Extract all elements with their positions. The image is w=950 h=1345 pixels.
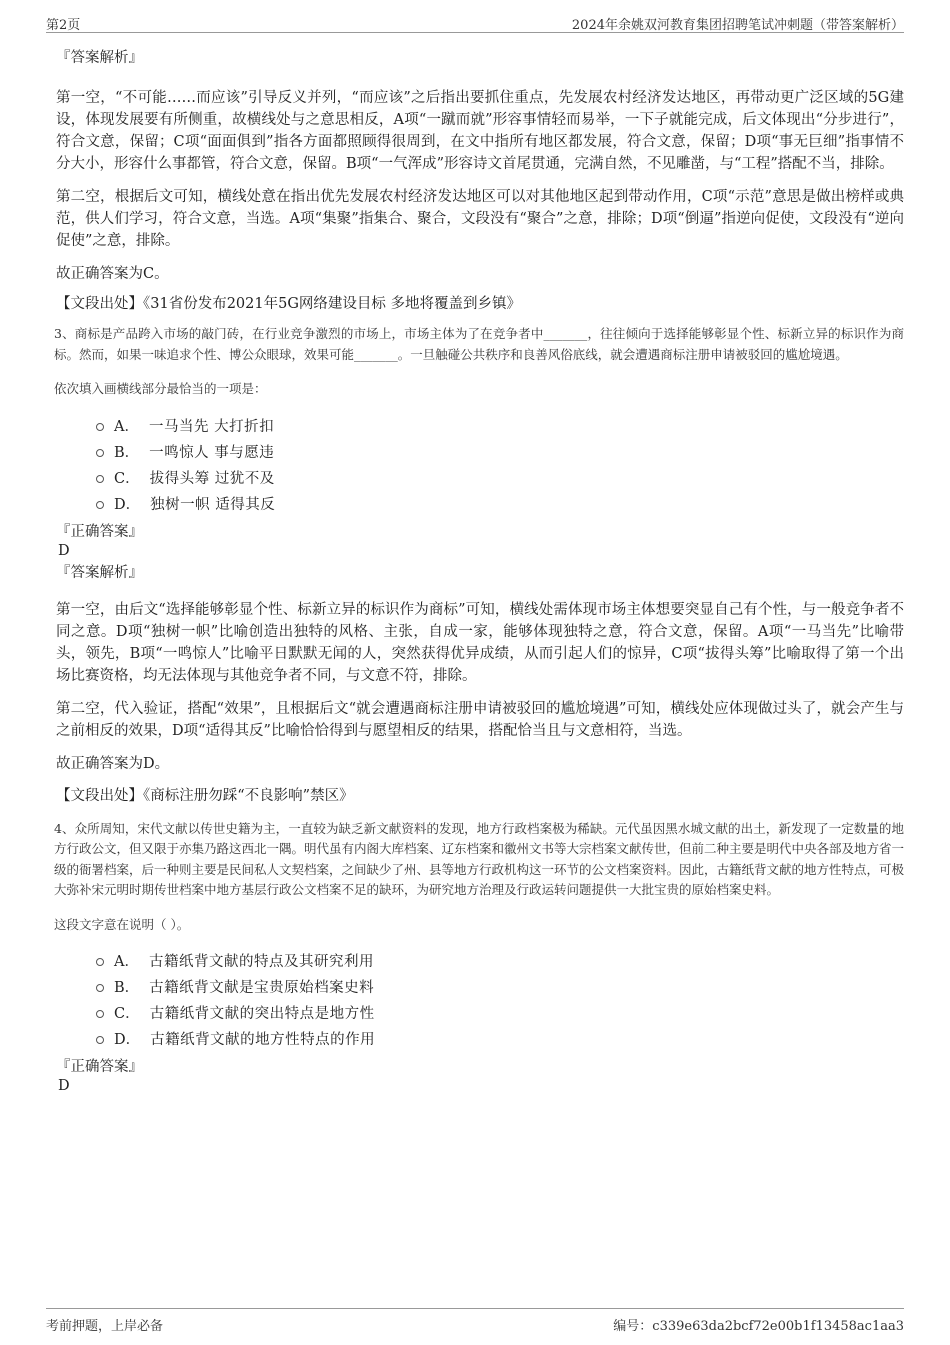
radio-button[interactable]	[96, 501, 104, 509]
passage-source: 【文段出处】《商标注册勿踩“不良影响”禁区》	[56, 787, 354, 804]
option-d[interactable]	[96, 492, 904, 518]
option-letter: A．	[114, 418, 139, 435]
option-b[interactable]	[96, 440, 904, 466]
footer-motto: 考前押题，上岸必备	[46, 1319, 164, 1334]
option-letter: C．	[114, 1006, 140, 1022]
correct-answer: D	[58, 542, 70, 559]
answer-conclusion: 故正确答案为D。	[56, 755, 170, 772]
question-stem: 3、商标是产品跨入市场的敲门砖，在行业竞争激烈的市场上，市场主体为了在竞争者中_______，往往倾向于选择能够彰显个性、标新立异的标识作为商标。然而，如果一味追求个性、博公众眼球，效果可能_______。一旦触碰公共秩序和良善风俗底线，就会遭遇商标注册申请被驳回的尴尬境遇。	[54, 326, 904, 362]
option-letter: B．	[114, 444, 140, 461]
correct-answer: D	[58, 1078, 70, 1094]
option-text: 古籍纸背文献的地方性特点的作用	[150, 1032, 376, 1048]
option-c[interactable]	[96, 466, 904, 492]
option-text: 一鸣惊人 事与愿违	[149, 444, 275, 461]
question-stem: 4、众所周知，宋代文献以传世史籍为主，一直较为缺乏新文献资料的发现，地方行政档案极为稀缺。元代虽因黑水城文献的出土，新发现了一定数量的地方行政公文，但又限于亦集乃路这西北一隅。明代虽有内阁大库档案、辽东档案和徽州文书等大宗档案文献传世，但前二种主要是明代中央各部及地方省一级的衙署档案，后一种则主要是民间私人文契档案，之间缺少了州、县等地方行政机构这一环节的公文档案资料。因此，古籍纸背文献的地方性特点，可极大弥补宋元明时期传世档案中地方基层行政公文档案不足的缺环，为研究地方治理及行政运转问题提供一大批宝贵的原始档案史料。	[54, 820, 905, 897]
correct-answer-label: 『正确答案』	[56, 523, 143, 540]
analysis-paragraph: 第一空，由后文“选择能够彰显个性、标新立异的标识作为商标”可知，横线处需体现市场主体想要突显自己有个性，与一般竞争者不同之意。D项“独树一帜”比喻创造出独特的风格、主张，自成一家，能够体现独特之意，符合文意，保留。A项“一马当先”比喻带头，领先，B项“一鸣惊人”比喻平日默默无闻的人，突然获得优异成绩，从而引起人们的惊异，C项“拔得头筹”比喻取得了第一个出场比赛资格，均无法体现与其他竞争者不同，与文意不符，排除。	[56, 601, 904, 684]
option-c[interactable]	[96, 1001, 904, 1027]
option-letter: D．	[114, 496, 141, 513]
analysis-paragraph: 第二空，代入验证，搭配“效果”，且根据后文“就会遭遇商标注册申请被驳回的尴尬境遇”可知，横线处应体现做过头了，就会产生与之前相反的效果，D项“适得其反”比喻恰恰得到与愿望相反的结果，搭配恰当且与文意相符，当选。	[56, 700, 904, 739]
option-letter: C．	[114, 470, 140, 487]
option-list	[56, 949, 904, 1053]
radio-button[interactable]	[96, 475, 104, 483]
option-text: 古籍纸背文献的突出特点是地方性	[149, 1006, 375, 1022]
analysis-paragraph: 第一空，“不可能……而应该”引导反义并列，“而应该”之后指出要抓住重点，先发展农村经济发达地区，再带动更广泛区域的5G建设，体现发展要有所侧重，故横线处与之意思相反，A项“一蹴而就”形容事情轻而易举，一下子就能完成，后文体现出“分步进行”，符合文意，保留；C项“面面俱到”指各方面都照顾得很周到，在文中指所有地区都发展，符合文意，保留；D项“事无巨细”指事情不分大小，形容什么事都管，符合文意，保留。B项“一气浑成”形容诗文首尾贯通，完满自然，不见雕凿，与“工程”搭配不当，排除。	[56, 90, 904, 172]
analysis-label: 『答案解析』	[56, 50, 143, 66]
radio-button[interactable]	[96, 423, 104, 431]
page-number: 第2页	[46, 18, 81, 33]
radio-button[interactable]	[96, 449, 104, 457]
option-d[interactable]	[96, 1027, 904, 1053]
option-letter: D．	[114, 1032, 141, 1048]
option-list	[56, 414, 904, 518]
correct-answer-label: 『正确答案』	[56, 1059, 143, 1075]
document-serial: 编号：c339e63da2bcf72e00b1f13458ac1aa3	[613, 1319, 904, 1334]
answer-conclusion: 故正确答案为C。	[56, 266, 169, 282]
option-a[interactable]	[96, 949, 904, 975]
option-b[interactable]	[96, 975, 904, 1001]
option-letter: B．	[114, 980, 140, 996]
option-text: 古籍纸背文献是宝贵原始档案史料	[149, 980, 375, 996]
page-content	[56, 40, 904, 1095]
page-footer	[46, 1308, 904, 1339]
passage-source: 【文段出处】《31省份发布2021年5G网络建设目标 多地将覆盖到乡镇》	[56, 296, 522, 312]
question-prompt: 这段文字意在说明（ ）。	[54, 916, 190, 932]
document-title: 2024年余姚双河教育集团招聘笔试冲刺题（带答案解析）	[571, 18, 904, 33]
radio-button[interactable]	[96, 958, 104, 966]
option-a[interactable]	[96, 414, 904, 440]
option-text: 独树一帜 适得其反	[150, 496, 276, 513]
radio-button[interactable]	[96, 1010, 104, 1018]
option-letter: A．	[114, 954, 139, 970]
analysis-label: 『答案解析』	[56, 564, 143, 581]
page-header	[46, 12, 904, 33]
question-prompt: 依次填入画横线部分最恰当的一项是：	[54, 381, 267, 396]
analysis-paragraph: 第二空，根据后文可知，横线处意在指出优先发展农村经济发达地区可以对其他地区起到带动作用，C项“示范”意思是做出榜样或典范，供人们学习，符合文意，当选。A项“集聚”指集合、聚合，文段没有“聚合”之意，排除；D项“倒逼”指逆向促使，文段没有“逆向促使”之意，排除。	[56, 189, 904, 249]
option-text: 拔得头筹 过犹不及	[149, 470, 275, 487]
radio-button[interactable]	[96, 1036, 104, 1044]
option-text: 一马当先 大打折扣	[148, 418, 275, 435]
option-text: 古籍纸背文献的特点及其研究利用	[148, 954, 374, 970]
radio-button[interactable]	[96, 984, 104, 992]
